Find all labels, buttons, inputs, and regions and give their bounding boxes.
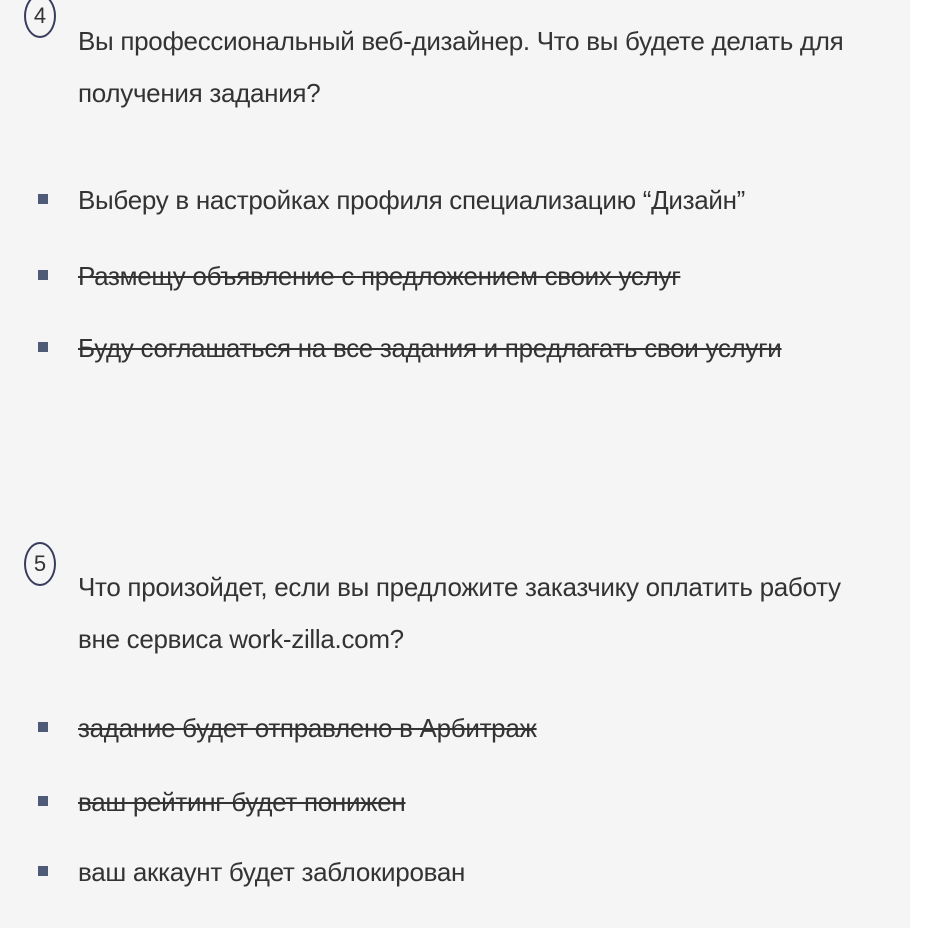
answer-option — [0, 328, 900, 368]
answer-option — [0, 256, 900, 296]
square-bullet-icon — [38, 270, 48, 280]
answer-text-struck: Буду соглашаться на все задания и предлагать свои услуги — [78, 333, 782, 363]
answer-option — [0, 782, 900, 822]
answer-option — [0, 852, 900, 892]
square-bullet-icon — [38, 342, 48, 352]
square-bullet-icon — [38, 194, 48, 204]
square-bullet-icon — [38, 866, 48, 876]
question-text: Вы профессиональный веб-дизайнер. Что вы будете делать для получения задания? — [78, 26, 844, 108]
answer-text-struck: ваш рейтинг будет понижен — [78, 787, 406, 817]
square-bullet-icon — [38, 796, 48, 806]
question-number-badge: 5 — [24, 542, 56, 586]
question-text: Что произойдет, если вы предложите заказчику оплатить работу вне сервиса work-zilla.com? — [78, 572, 841, 654]
answer-option — [0, 708, 900, 748]
answer-text: ваш аккаунт будет заблокирован — [78, 857, 466, 887]
answer-option — [0, 180, 900, 220]
answer-text: Выберу в настройках профиля специализацию “Дизайн” — [78, 185, 746, 215]
question-number-badge: 4 — [24, 0, 56, 38]
answer-text-struck: задание будет отправлено в Арбитраж — [78, 713, 537, 743]
square-bullet-icon — [38, 722, 48, 732]
answer-text-struck: Размещу объявление с предложением своих услуг — [78, 261, 681, 291]
